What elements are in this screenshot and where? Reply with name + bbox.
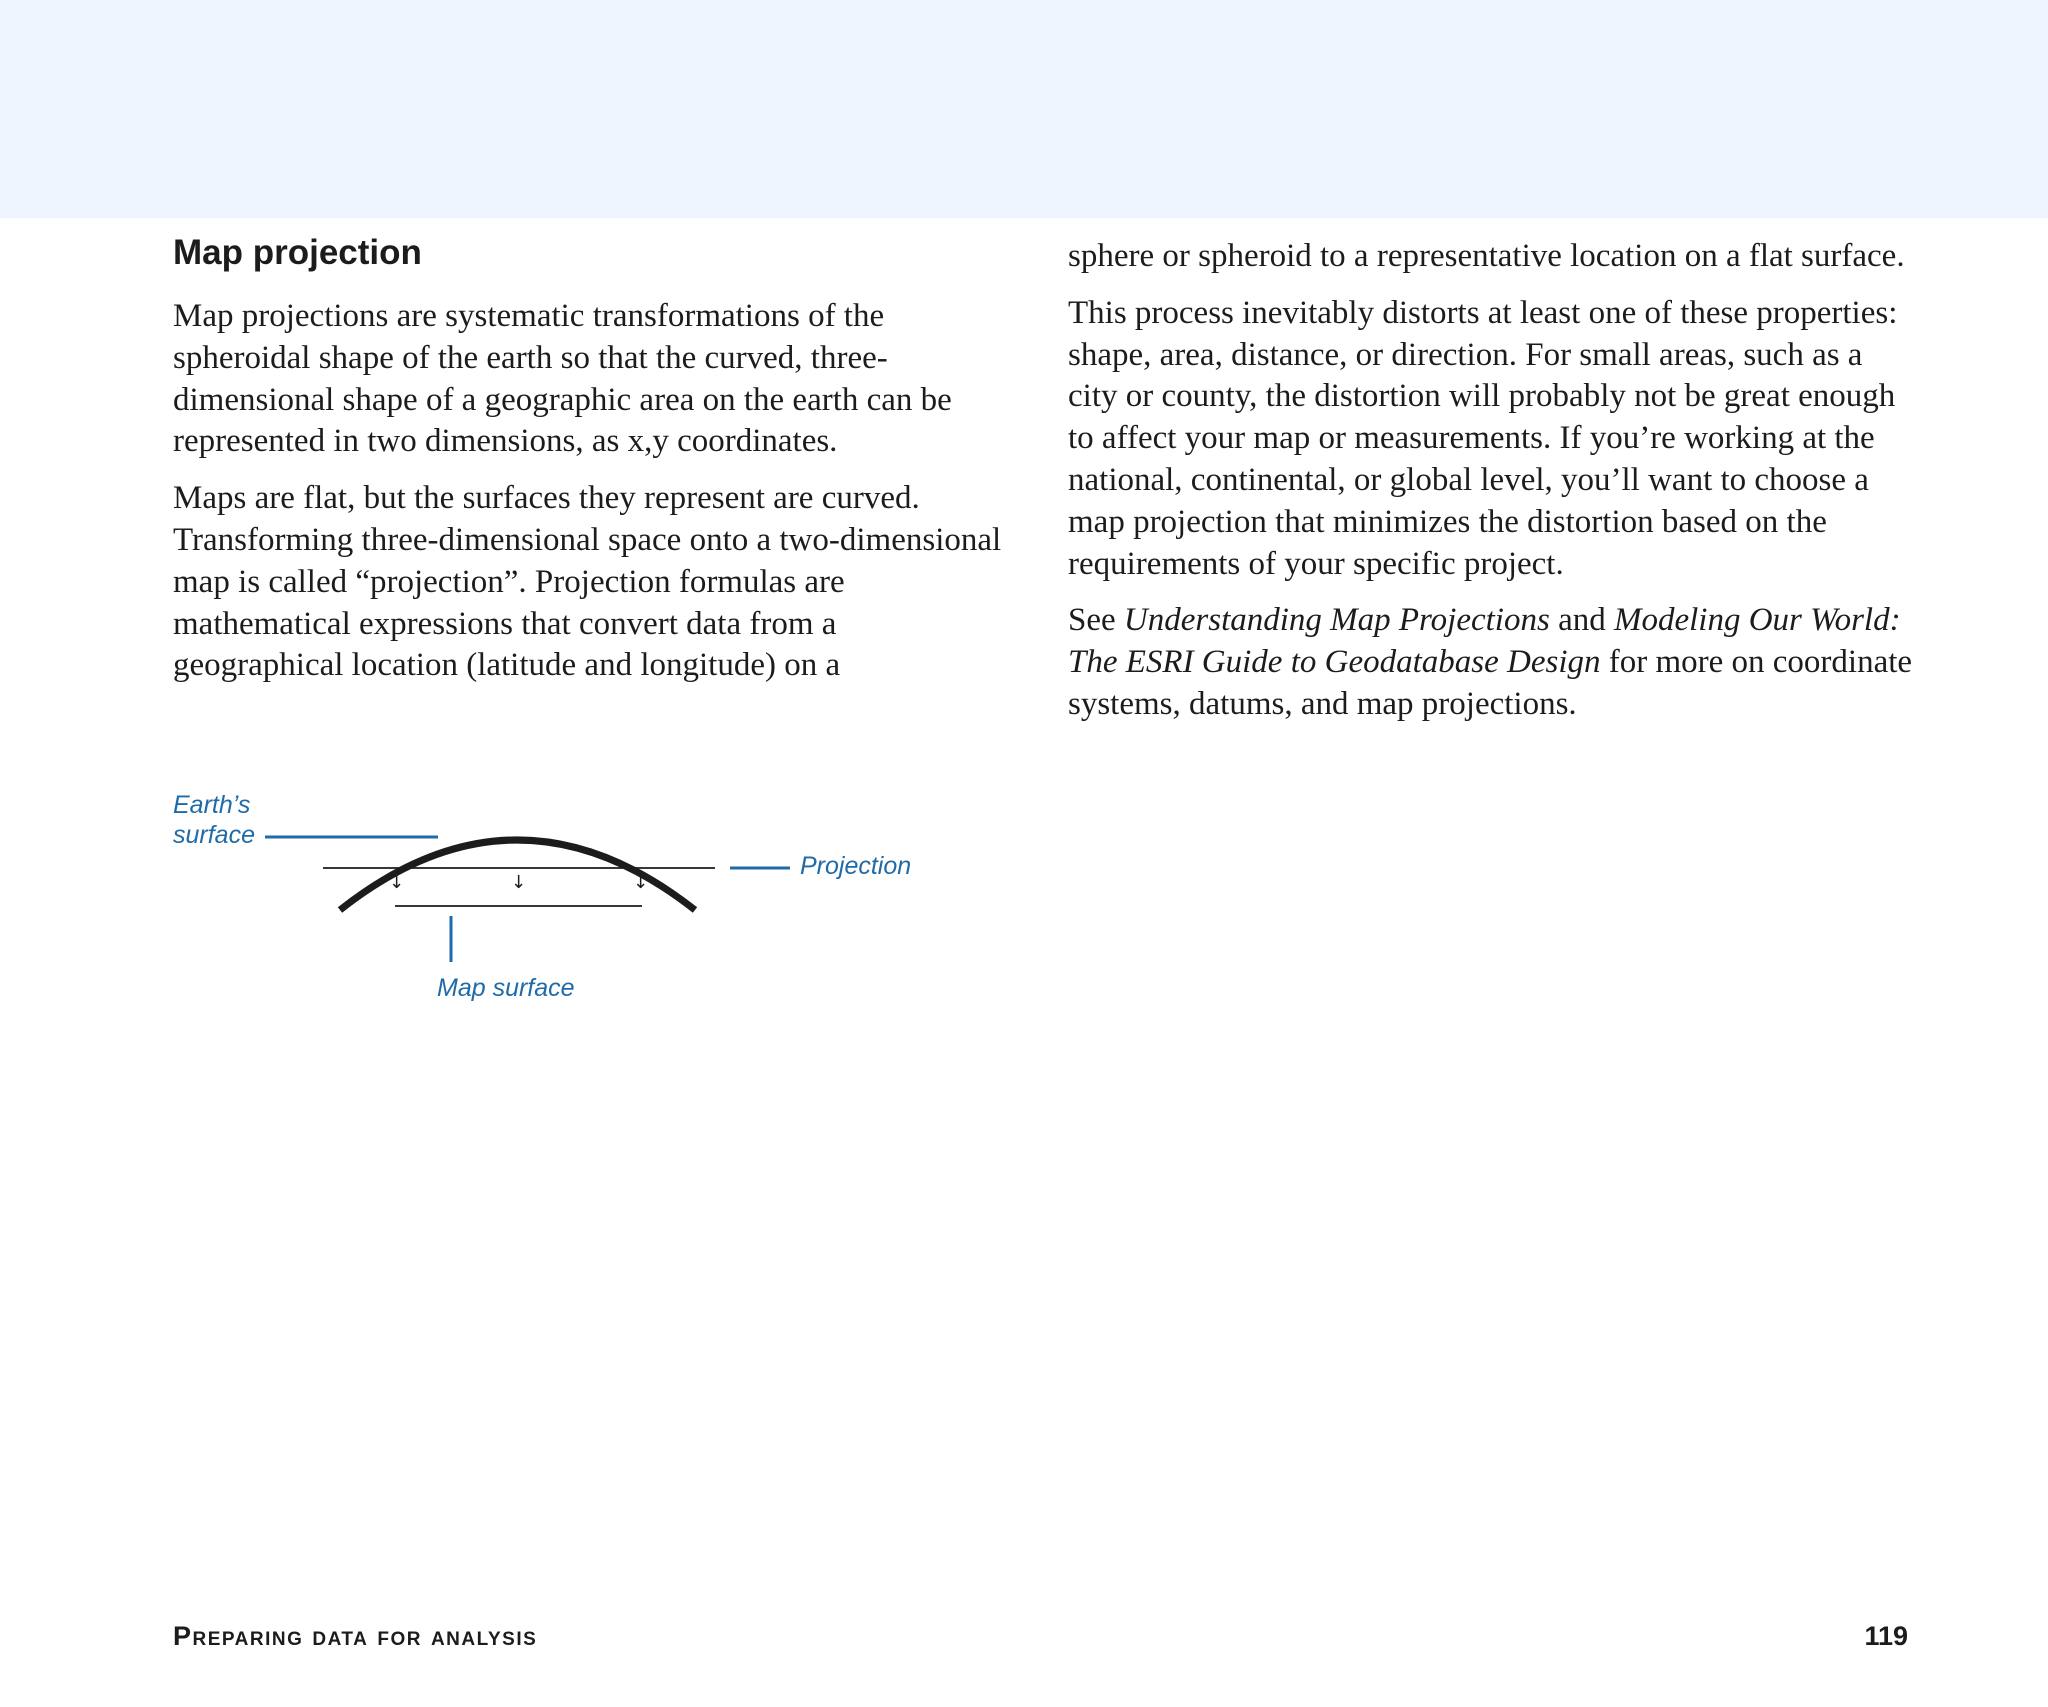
label-projection: Projection xyxy=(800,852,912,880)
footer-section-title: Preparing data for analysis xyxy=(173,1621,538,1651)
header-band xyxy=(0,0,2048,218)
page-number: 119 xyxy=(1864,1621,1908,1651)
book-title-modeling: Modeling Our World: The ESRI Guide to Geodatabase Design xyxy=(1068,602,1901,681)
paragraph-continuation: sphere or spheroid to a representative location on a flat surface. xyxy=(1068,238,1905,274)
see-also-mid: and xyxy=(1549,602,1614,639)
down-arrow-icon: ↓ xyxy=(633,872,649,893)
label-earths-surface-line1: Earth’s xyxy=(173,791,251,819)
paragraph-distortion: This process inevitably distorts at least one of these properties: shape, area, distance, or direction. For small areas, such as a city or county, the distortion will probably not be great enough to affect your map or measurements. If you’re working at the national, continental, or global level, you’ll want to choose a map projection that minimizes the distortion based on the requirements of your specific project. xyxy=(1068,294,1898,582)
paragraph-flat-maps: Maps are flat, but the surfaces they represent are curved. Transforming three-dimensional space onto a two-dimensional map is called “projection”. Projection formulas are mathematical expressions that convert data from a geographical location (latitude and longitude) on a xyxy=(173,480,1002,684)
section-heading: Map projection xyxy=(173,233,422,272)
see-also-post: for more on coordinate systems, datums, and map projections. xyxy=(1068,644,1913,722)
down-arrow-icon: ↓ xyxy=(389,872,405,893)
paragraph-definition: Map projections are systematic transformations of the spheroidal shape of the earth so that the curved, three-dimensional shape of a geographic area on the earth can be represented in two dimensions, as x,y coordinates. xyxy=(173,298,952,460)
label-earths-surface-line2: surface xyxy=(173,821,255,849)
right-column xyxy=(1068,232,1918,741)
label-map-surface: Map surface xyxy=(437,974,575,1002)
book-title-understanding: Understanding Map Projections xyxy=(1123,602,1550,639)
down-arrow-icon: ↓ xyxy=(511,872,527,893)
projection-diagram xyxy=(160,780,940,1030)
paragraph-see-also xyxy=(1068,600,1918,725)
left-column xyxy=(173,232,1013,702)
see-also-pre: See xyxy=(1068,602,1124,639)
